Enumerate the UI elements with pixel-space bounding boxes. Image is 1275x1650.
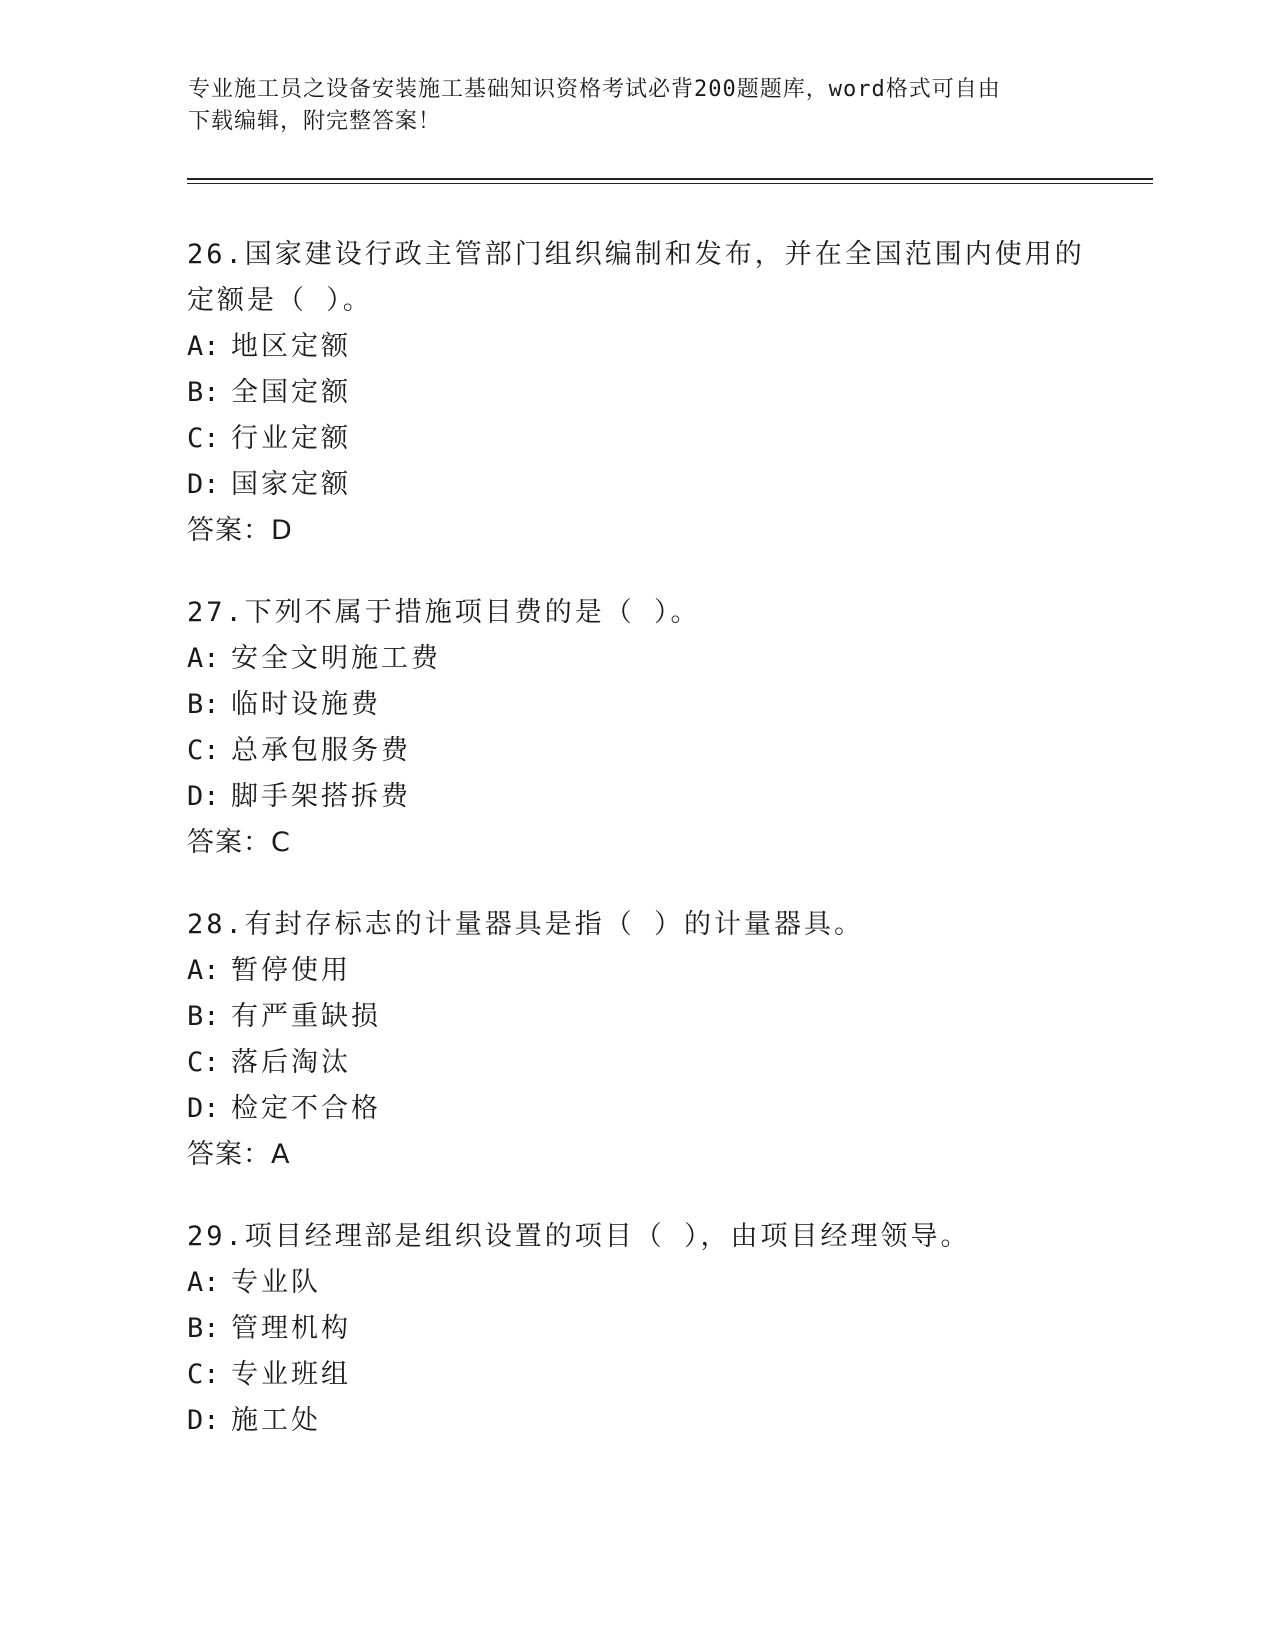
question-text: 29.项目经理部是组织设置的项目（ ），由项目经理领导。 bbox=[187, 1221, 971, 1252]
option-letter: C: bbox=[187, 735, 220, 766]
option-letter: A: bbox=[187, 955, 220, 986]
option-text: 总承包服务费 bbox=[231, 735, 411, 766]
option-letter: C: bbox=[187, 1359, 220, 1390]
option-letter: C: bbox=[187, 423, 220, 454]
option-letter: D: bbox=[187, 1405, 220, 1436]
option-a bbox=[187, 948, 1087, 994]
answer-line: 答案：D bbox=[187, 515, 293, 546]
option-text: 地区定额 bbox=[231, 331, 351, 362]
option-text: 脚手架搭拆费 bbox=[231, 781, 411, 812]
question-29 bbox=[187, 1214, 1087, 1444]
option-letter: B: bbox=[187, 689, 220, 720]
option-letter: A: bbox=[187, 1267, 220, 1298]
header-line-2: 下载编辑，附完整答案！ bbox=[188, 109, 442, 134]
option-a bbox=[187, 324, 1087, 370]
option-c bbox=[187, 1352, 1087, 1398]
question-text: 28.有封存标志的计量器具是指（ ）的计量器具。 bbox=[187, 909, 865, 940]
option-letter: B: bbox=[187, 1001, 220, 1032]
option-letter: D: bbox=[187, 781, 220, 812]
option-d bbox=[187, 462, 1087, 508]
document-header bbox=[188, 74, 1068, 138]
option-b bbox=[187, 370, 1087, 416]
option-text: 临时设施费 bbox=[231, 689, 381, 720]
option-c bbox=[187, 1040, 1087, 1086]
option-letter: A: bbox=[187, 331, 220, 362]
question-list bbox=[187, 232, 1087, 1480]
question-26 bbox=[187, 232, 1087, 554]
option-text: 安全文明施工费 bbox=[231, 643, 441, 674]
question-text: 27.下列不属于措施项目费的是（ ）。 bbox=[187, 597, 701, 628]
option-b bbox=[187, 682, 1087, 728]
option-letter: B: bbox=[187, 1313, 220, 1344]
option-c bbox=[187, 728, 1087, 774]
option-text: 落后淘汰 bbox=[231, 1047, 351, 1078]
option-text: 全国定额 bbox=[231, 377, 351, 408]
option-d bbox=[187, 1086, 1087, 1132]
option-letter: C: bbox=[187, 1047, 220, 1078]
option-text: 检定不合格 bbox=[231, 1093, 381, 1124]
option-letter: D: bbox=[187, 1093, 220, 1124]
header-divider bbox=[187, 178, 1153, 184]
option-text: 行业定额 bbox=[231, 423, 351, 454]
option-d bbox=[187, 774, 1087, 820]
option-letter: B: bbox=[187, 377, 220, 408]
option-letter: A: bbox=[187, 643, 220, 674]
option-b bbox=[187, 994, 1087, 1040]
question-28 bbox=[187, 902, 1087, 1178]
option-b bbox=[187, 1306, 1087, 1352]
option-d bbox=[187, 1398, 1087, 1444]
option-a bbox=[187, 1260, 1087, 1306]
header-line-1: 专业施工员之设备安装施工基础知识资格考试必背200题题库，word格式可自由 bbox=[188, 77, 1001, 102]
question-text: 26.国家建设行政主管部门组织编制和发布，并在全国范围内使用的定额是（ ）。 bbox=[187, 239, 1085, 316]
answer-line: 答案：A bbox=[187, 1139, 291, 1170]
option-text: 国家定额 bbox=[231, 469, 351, 500]
question-27 bbox=[187, 590, 1087, 866]
answer-line: 答案：C bbox=[187, 827, 291, 858]
option-a bbox=[187, 636, 1087, 682]
option-text: 专业班组 bbox=[231, 1359, 351, 1390]
option-text: 专业队 bbox=[231, 1267, 321, 1298]
option-letter: D: bbox=[187, 469, 220, 500]
option-text: 施工处 bbox=[231, 1405, 321, 1436]
option-text: 管理机构 bbox=[231, 1313, 351, 1344]
option-text: 暂停使用 bbox=[231, 955, 351, 986]
option-c bbox=[187, 416, 1087, 462]
option-text: 有严重缺损 bbox=[231, 1001, 381, 1032]
